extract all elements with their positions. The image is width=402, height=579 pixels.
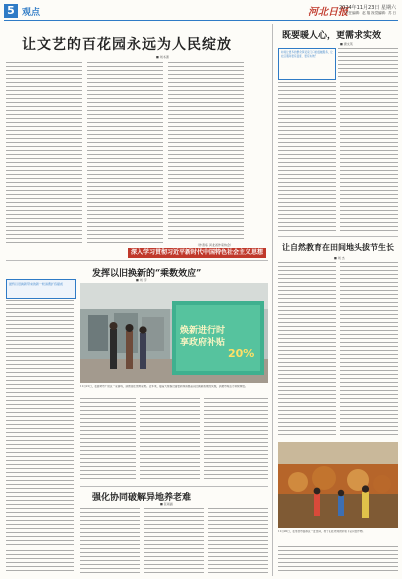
farm-field-photo <box>278 442 398 528</box>
field-photo <box>278 442 398 528</box>
poster-line1: 焕新进行时 <box>180 326 226 336</box>
bottom-body-col0 <box>6 550 74 574</box>
field-photo-caption: 11月20日，在邢台市信都区一处田间，孩子们在老师的带领下认识农作物。 <box>278 530 366 533</box>
pull-quote-box <box>6 279 76 299</box>
consumption-headline: 发挥以旧换新的“乘数效应” <box>92 269 202 279</box>
right-top-headline: 既要暖人心，更需求实效 <box>282 31 382 41</box>
lead-signature: （作者系 河北省作家协会） <box>196 243 233 247</box>
right-bottom-body-col2 <box>340 262 398 438</box>
right-section-rule <box>278 236 398 237</box>
poster-line2: 享政府补贴 <box>180 338 226 348</box>
right-top-body-col1 <box>278 82 336 232</box>
bottom-body-col2 <box>144 508 204 574</box>
editor-credits: 责任编辑：赵 翔 视觉编辑：苏 日 <box>345 11 396 15</box>
right-bottom-byline: ■ 刘 杰 <box>334 256 345 260</box>
lead-body-col2 <box>87 62 163 246</box>
right-top-byline: ■ 唐文英 <box>340 42 353 46</box>
page-number-badge: 5 <box>4 4 18 18</box>
right-top-summary-box <box>278 48 336 80</box>
column-divider <box>272 24 273 576</box>
lead-byline: ■ 刘书清 <box>156 55 169 59</box>
consumption-photo-caption: 11月21日，在廊坊市广阳区一家商场，消费者在选购家电。近年来，随着大规模设备更新和消费品以旧换新政策的实施，消费市场活力持续释放。 <box>80 385 248 388</box>
right-top-summary: 如何让更多的群众享受家门口的温暖服务，让社区服务更有温度、更有实效？ <box>281 51 333 59</box>
bottom-body-col3 <box>208 508 268 574</box>
poster-amount: 20% <box>228 347 255 360</box>
right-bottom-headline: 让自然教育在田间地头拔节生长 <box>282 242 394 252</box>
bottom-byline: ■ 张雨涵 <box>160 502 173 506</box>
lead-body-col3 <box>168 62 244 242</box>
issue-date: 2024年11月23日 星期六 <box>338 5 396 11</box>
consumption-body-col1 <box>6 300 74 546</box>
section-title: 观点 <box>22 8 41 18</box>
pull-quote: 最终以旧换新带来的新一轮消费扩容提质 <box>9 282 64 286</box>
consumption-photo <box>80 283 268 383</box>
masthead-rule <box>4 20 398 21</box>
newspaper-logo: 河北日报 <box>308 7 348 18</box>
shopping-mall-photo <box>80 283 268 383</box>
right-bottom-body-tail <box>278 546 398 574</box>
bottom-body-col1 <box>80 508 140 574</box>
right-top-body-col2 <box>340 82 398 232</box>
lead-bottom-rule <box>6 260 268 261</box>
bottom-section-rule <box>80 486 268 487</box>
theme-banner: 深入学习贯彻习近平新时代中国特色社会主义思想 <box>128 248 266 258</box>
lead-body-col1 <box>6 62 82 246</box>
consumption-body-col2 <box>80 398 136 482</box>
consumption-body-col3 <box>140 398 200 482</box>
right-top-body-a <box>338 48 398 78</box>
bottom-headline: 强化协同破解异地养老难 <box>92 493 192 503</box>
consumption-byline: ■ 刘 宇 <box>136 278 147 282</box>
consumption-body-col4 <box>204 398 268 482</box>
right-bottom-body-col1 <box>278 262 336 438</box>
lead-headline: 让文艺的百花园永远为人民绽放 <box>22 37 232 53</box>
